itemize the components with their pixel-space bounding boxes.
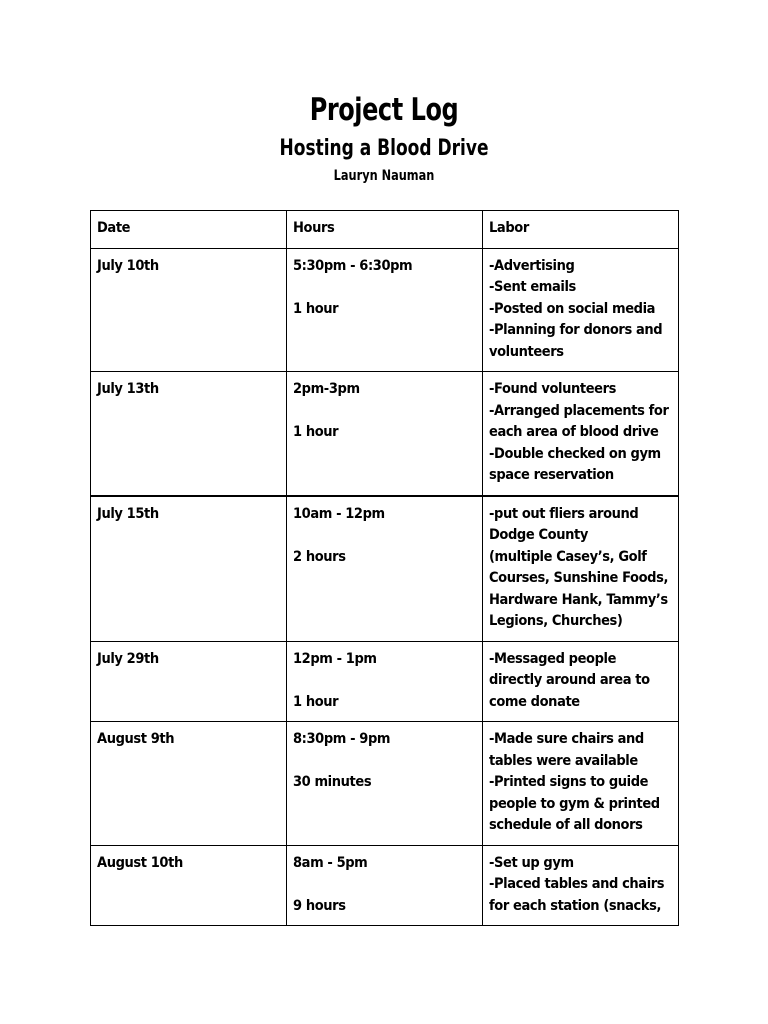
labor-line: -Set up gym <box>489 854 574 871</box>
duration: 9 hours <box>293 897 346 914</box>
labor-line: -Arranged placements for <box>489 402 669 419</box>
labor-line: -Made sure chairs and <box>489 731 644 747</box>
labor-cell <box>483 845 679 926</box>
date-cell <box>91 845 287 926</box>
labor-line: Dodge County <box>489 527 588 543</box>
date-cell <box>91 496 287 642</box>
date-text: July 10th <box>97 257 159 274</box>
date-cell <box>91 641 287 722</box>
time-range: 8:30pm - 9pm <box>293 731 391 747</box>
labor-line: for each station (snacks, <box>489 897 662 914</box>
labor-line: Legions, Churches) <box>489 613 623 629</box>
table-row <box>91 845 679 926</box>
labor-line: Hardware Hank, Tammy’s <box>489 591 668 608</box>
labor-line: -Advertising <box>489 257 575 274</box>
labor-line: -Double checked on gym <box>489 445 661 462</box>
duration: 2 hours <box>293 548 346 565</box>
page-subtitle: Hosting a Blood Drive <box>279 136 489 161</box>
labor-cell <box>483 641 679 722</box>
table-row <box>91 248 679 372</box>
date-cell <box>91 248 287 372</box>
duration: 30 minutes <box>293 774 372 790</box>
table-row <box>91 372 679 496</box>
labor-line: -Found volunteers <box>489 381 617 397</box>
table-row <box>91 641 679 722</box>
table-row <box>91 722 679 846</box>
labor-line: Courses, Sunshine Foods, <box>489 570 669 586</box>
labor-line: people to gym & printed <box>489 795 660 812</box>
labor-line: -Planning for donors and <box>489 322 663 338</box>
date-text: August 9th <box>97 731 175 747</box>
labor-line: -Posted on social media <box>489 300 656 317</box>
labor-line: -Printed signs to guide <box>489 774 649 790</box>
date-text: July 29th <box>97 650 159 667</box>
time-range: 10am - 12pm <box>293 505 385 522</box>
table-header-row <box>91 211 679 249</box>
labor-cell <box>483 722 679 846</box>
date-text: August 10th <box>97 854 183 871</box>
date-cell <box>91 722 287 846</box>
labor-line: -put out fliers around <box>489 505 639 522</box>
duration: 1 hour <box>293 693 339 710</box>
labor-line: schedule of all donors <box>489 817 643 833</box>
date-text: July 13th <box>97 381 159 397</box>
hours-cell <box>287 372 483 496</box>
column-header-date: Date <box>91 211 287 249</box>
table-row <box>91 496 679 642</box>
project-log-table <box>90 210 679 926</box>
labor-line: volunteers <box>489 343 564 360</box>
time-range: 2pm-3pm <box>293 381 360 397</box>
duration: 1 hour <box>293 300 339 317</box>
labor-line: (multiple Casey’s, Golf <box>489 548 647 565</box>
labor-cell <box>483 248 679 372</box>
labor-line: space reservation <box>489 467 614 483</box>
time-range: 5:30pm - 6:30pm <box>293 257 413 274</box>
hours-cell <box>287 248 483 372</box>
duration: 1 hour <box>293 424 339 440</box>
time-range: 12pm - 1pm <box>293 650 377 667</box>
column-header-hours: Hours <box>287 211 483 249</box>
labor-line: come donate <box>489 693 580 710</box>
date-text: July 15th <box>97 505 159 522</box>
labor-cell <box>483 496 679 642</box>
labor-line: directly around area to <box>489 672 650 688</box>
column-header-labor: Labor <box>483 211 679 249</box>
labor-cell <box>483 372 679 496</box>
labor-line: -Messaged people <box>489 650 617 667</box>
date-cell <box>91 372 287 496</box>
hours-cell <box>287 722 483 846</box>
hours-cell <box>287 845 483 926</box>
labor-line: tables were available <box>489 752 638 769</box>
labor-line: -Placed tables and chairs <box>489 876 665 892</box>
time-range: 8am - 5pm <box>293 854 368 871</box>
labor-line: each area of blood drive <box>489 424 659 440</box>
page-title: Project Log <box>309 92 459 128</box>
hours-cell <box>287 641 483 722</box>
labor-line: -Sent emails <box>489 279 576 295</box>
hours-cell <box>287 496 483 642</box>
author-name: Lauryn Nauman <box>333 168 435 184</box>
